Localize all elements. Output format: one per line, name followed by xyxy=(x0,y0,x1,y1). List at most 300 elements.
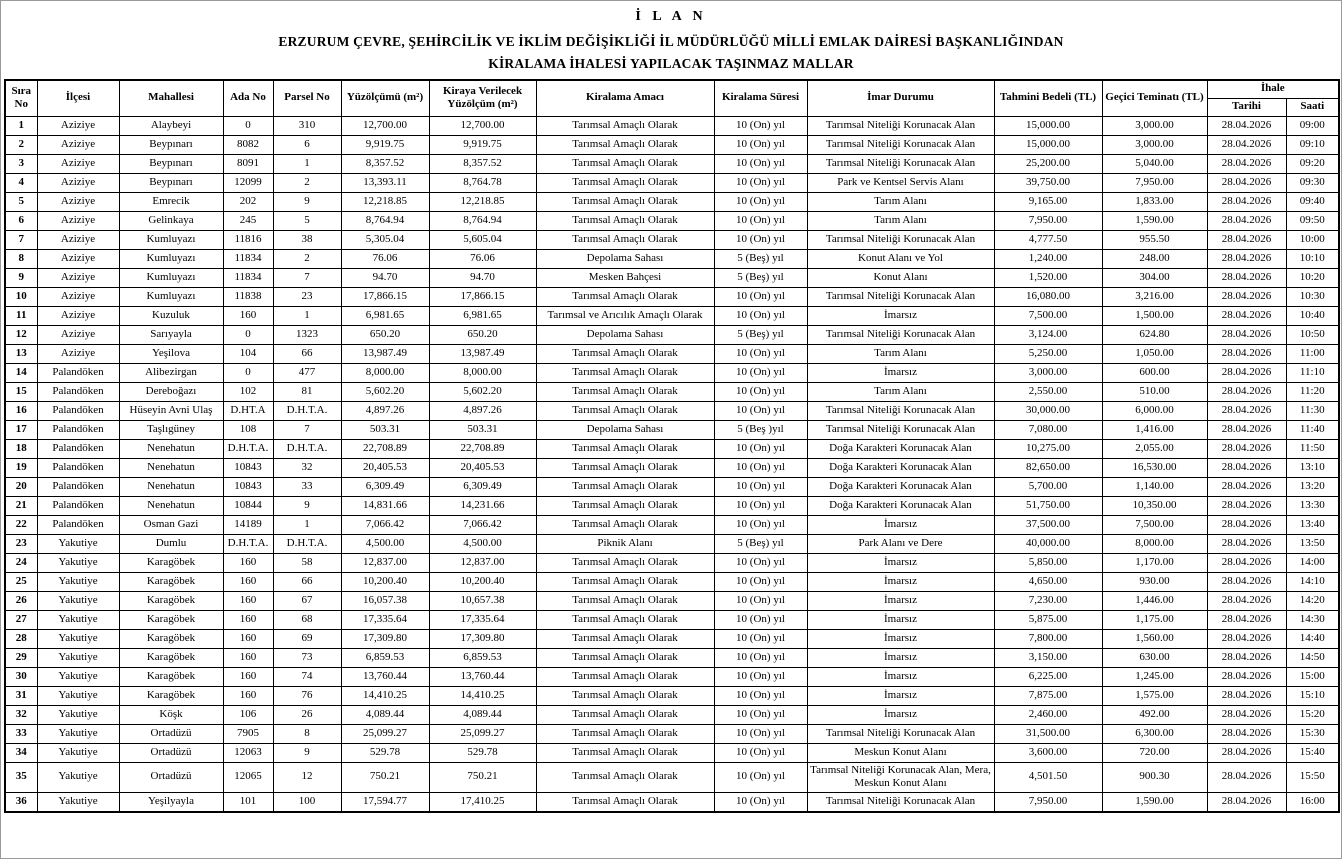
page-subtitle-authority: ERZURUM ÇEVRE, ŞEHİRCİLİK VE İKLİM DEĞİŞİKLİĞİ İL MÜDÜRLÜĞÜ MİLLİ EMLAK DAİRESİ BAŞKANLIĞINDAN xyxy=(278,34,1064,49)
cell-ihale_saati: 11:40 xyxy=(1286,420,1339,439)
cell-ihale_saati: 13:50 xyxy=(1286,534,1339,553)
cell-mahallesi: Karagöbek xyxy=(119,610,223,629)
cell-tahmini_bedeli: 5,850.00 xyxy=(994,553,1102,572)
cell-ilcesi: Aziziye xyxy=(37,135,119,154)
cell-tahmini_bedeli: 4,777.50 xyxy=(994,230,1102,249)
cell-ihale_saati: 11:10 xyxy=(1286,363,1339,382)
table-row xyxy=(5,173,1339,192)
cell-kiraya_verilecek: 5,602.20 xyxy=(429,382,536,401)
cell-ada_no: 11838 xyxy=(223,287,273,306)
cell-kiralama_amaci: Depolama Sahası xyxy=(536,325,714,344)
cell-kiralama_suresi: 10 (On) yıl xyxy=(714,743,807,762)
cell-ihale_tarihi: 28.04.2026 xyxy=(1207,135,1286,154)
cell-kiraya_verilecek: 6,309.49 xyxy=(429,477,536,496)
cell-mahallesi: Karagöbek xyxy=(119,667,223,686)
cell-sira_no: 20 xyxy=(5,477,37,496)
cell-kiralama_amaci: Mesken Bahçesi xyxy=(536,268,714,287)
cell-sira_no: 6 xyxy=(5,211,37,230)
cell-parsel_no: D.H.T.A. xyxy=(273,439,341,458)
cell-ada_no: 11834 xyxy=(223,268,273,287)
cell-mahallesi: Nenehatun xyxy=(119,496,223,515)
cell-kiralama_amaci: Tarımsal Amaçlı Olarak xyxy=(536,793,714,812)
cell-parsel_no: 1323 xyxy=(273,325,341,344)
cell-kiralama_suresi: 10 (On) yıl xyxy=(714,793,807,812)
header-mahallesi: Mahallesi xyxy=(119,80,223,116)
cell-mahallesi: Alibezirgan xyxy=(119,363,223,382)
cell-imar_durumu: İmarsız xyxy=(807,648,994,667)
cell-ihale_saati: 14:10 xyxy=(1286,572,1339,591)
cell-ilcesi: Palandöken xyxy=(37,382,119,401)
cell-yuzolcumu: 94.70 xyxy=(341,268,429,287)
cell-kiraya_verilecek: 17,335.64 xyxy=(429,610,536,629)
cell-imar_durumu: Tarım Alanı xyxy=(807,344,994,363)
cell-ihale_saati: 15:20 xyxy=(1286,705,1339,724)
cell-ada_no: 8082 xyxy=(223,135,273,154)
cell-imar_durumu: Tarım Alanı xyxy=(807,211,994,230)
cell-ihale_tarihi: 28.04.2026 xyxy=(1207,439,1286,458)
cell-ihale_saati: 10:50 xyxy=(1286,325,1339,344)
cell-imar_durumu: Konut Alanı xyxy=(807,268,994,287)
cell-mahallesi: Kumluyazı xyxy=(119,230,223,249)
cell-tahmini_bedeli: 10,275.00 xyxy=(994,439,1102,458)
cell-imar_durumu: Tarımsal Niteliği Korunacak Alan xyxy=(807,230,994,249)
table-row xyxy=(5,629,1339,648)
cell-ada_no: 11834 xyxy=(223,249,273,268)
cell-parsel_no: 100 xyxy=(273,793,341,812)
cell-ilcesi: Palandöken xyxy=(37,363,119,382)
cell-kiralama_amaci: Tarımsal Amaçlı Olarak xyxy=(536,211,714,230)
table-row xyxy=(5,344,1339,363)
cell-ihale_tarihi: 28.04.2026 xyxy=(1207,230,1286,249)
cell-gecici_teminati: 1,560.00 xyxy=(1102,629,1207,648)
page-title: İ L A N xyxy=(635,9,707,24)
cell-kiraya_verilecek: 20,405.53 xyxy=(429,458,536,477)
cell-tahmini_bedeli: 9,165.00 xyxy=(994,192,1102,211)
cell-ilcesi: Yakutiye xyxy=(37,572,119,591)
cell-parsel_no: 38 xyxy=(273,230,341,249)
cell-sira_no: 22 xyxy=(5,515,37,534)
cell-kiraya_verilecek: 76.06 xyxy=(429,249,536,268)
cell-ihale_saati: 10:20 xyxy=(1286,268,1339,287)
cell-kiraya_verilecek: 6,859.53 xyxy=(429,648,536,667)
header-ihale-saati: Saati xyxy=(1286,98,1339,116)
cell-kiraya_verilecek: 5,605.04 xyxy=(429,230,536,249)
cell-ihale_tarihi: 28.04.2026 xyxy=(1207,743,1286,762)
cell-yuzolcumu: 14,410.25 xyxy=(341,686,429,705)
cell-gecici_teminati: 1,170.00 xyxy=(1102,553,1207,572)
cell-gecici_teminati: 1,590.00 xyxy=(1102,793,1207,812)
cell-imar_durumu: Doğa Karakteri Korunacak Alan xyxy=(807,458,994,477)
header-kiraya-verilecek: Kiraya Verilecek Yüzölçüm (m²) xyxy=(429,80,536,116)
cell-kiraya_verilecek: 650.20 xyxy=(429,325,536,344)
table-row xyxy=(5,268,1339,287)
cell-ada_no: 0 xyxy=(223,363,273,382)
cell-ihale_tarihi: 28.04.2026 xyxy=(1207,382,1286,401)
cell-kiraya_verilecek: 8,764.78 xyxy=(429,173,536,192)
cell-kiralama_amaci: Tarımsal Amaçlı Olarak xyxy=(536,553,714,572)
table-row xyxy=(5,667,1339,686)
cell-ihale_tarihi: 28.04.2026 xyxy=(1207,173,1286,192)
table-row xyxy=(5,325,1339,344)
cell-parsel_no: 68 xyxy=(273,610,341,629)
cell-tahmini_bedeli: 4,501.50 xyxy=(994,762,1102,793)
cell-gecici_teminati: 3,000.00 xyxy=(1102,135,1207,154)
cell-yuzolcumu: 17,309.80 xyxy=(341,629,429,648)
cell-kiralama_suresi: 10 (On) yıl xyxy=(714,515,807,534)
table-row xyxy=(5,439,1339,458)
cell-kiraya_verilecek: 13,987.49 xyxy=(429,344,536,363)
cell-gecici_teminati: 2,055.00 xyxy=(1102,439,1207,458)
cell-imar_durumu: İmarsız xyxy=(807,515,994,534)
cell-kiralama_suresi: 10 (On) yıl xyxy=(714,629,807,648)
cell-imar_durumu: Tarım Alanı xyxy=(807,382,994,401)
cell-imar_durumu: Tarımsal Niteliği Korunacak Alan xyxy=(807,325,994,344)
cell-mahallesi: Ortadüzü xyxy=(119,762,223,793)
cell-ihale_saati: 14:20 xyxy=(1286,591,1339,610)
cell-kiraya_verilecek: 12,700.00 xyxy=(429,116,536,135)
cell-ihale_saati: 10:10 xyxy=(1286,249,1339,268)
cell-kiralama_amaci: Tarımsal Amaçlı Olarak xyxy=(536,363,714,382)
cell-ada_no: D.HT.A xyxy=(223,401,273,420)
cell-kiraya_verilecek: 4,897.26 xyxy=(429,401,536,420)
cell-kiralama_amaci: Tarımsal Amaçlı Olarak xyxy=(536,173,714,192)
cell-sira_no: 21 xyxy=(5,496,37,515)
cell-ihale_saati: 15:00 xyxy=(1286,667,1339,686)
cell-kiralama_amaci: Tarımsal Amaçlı Olarak xyxy=(536,477,714,496)
cell-sira_no: 33 xyxy=(5,724,37,743)
cell-kiralama_amaci: Tarımsal Amaçlı Olarak xyxy=(536,591,714,610)
cell-parsel_no: 9 xyxy=(273,743,341,762)
cell-sira_no: 28 xyxy=(5,629,37,648)
cell-ihale_saati: 10:30 xyxy=(1286,287,1339,306)
cell-gecici_teminati: 1,500.00 xyxy=(1102,306,1207,325)
cell-ada_no: 8091 xyxy=(223,154,273,173)
cell-yuzolcumu: 76.06 xyxy=(341,249,429,268)
cell-kiralama_suresi: 10 (On) yıl xyxy=(714,211,807,230)
cell-ilcesi: Yakutiye xyxy=(37,762,119,793)
cell-ada_no: 160 xyxy=(223,667,273,686)
cell-kiralama_amaci: Tarımsal Amaçlı Olarak xyxy=(536,743,714,762)
cell-gecici_teminati: 1,590.00 xyxy=(1102,211,1207,230)
cell-parsel_no: 76 xyxy=(273,686,341,705)
cell-kiralama_amaci: Tarımsal Amaçlı Olarak xyxy=(536,762,714,793)
cell-ihale_tarihi: 28.04.2026 xyxy=(1207,572,1286,591)
cell-mahallesi: Dereboğazı xyxy=(119,382,223,401)
cell-imar_durumu: İmarsız xyxy=(807,363,994,382)
cell-tahmini_bedeli: 3,124.00 xyxy=(994,325,1102,344)
cell-kiralama_amaci: Tarımsal Amaçlı Olarak xyxy=(536,382,714,401)
cell-sira_no: 2 xyxy=(5,135,37,154)
cell-yuzolcumu: 8,357.52 xyxy=(341,154,429,173)
cell-ihale_saati: 15:30 xyxy=(1286,724,1339,743)
cell-mahallesi: Kumluyazı xyxy=(119,287,223,306)
cell-kiralama_suresi: 5 (Beş) yıl xyxy=(714,268,807,287)
cell-ihale_tarihi: 28.04.2026 xyxy=(1207,496,1286,515)
header-sira-no: Sıra No xyxy=(5,80,37,116)
cell-gecici_teminati: 720.00 xyxy=(1102,743,1207,762)
cell-kiralama_amaci: Piknik Alanı xyxy=(536,534,714,553)
cell-ada_no: 108 xyxy=(223,420,273,439)
cell-ada_no: 7905 xyxy=(223,724,273,743)
cell-gecici_teminati: 1,575.00 xyxy=(1102,686,1207,705)
table-row xyxy=(5,648,1339,667)
table-header xyxy=(5,80,1339,116)
cell-sira_no: 13 xyxy=(5,344,37,363)
cell-mahallesi: Sarıyayla xyxy=(119,325,223,344)
cell-mahallesi: Kuzuluk xyxy=(119,306,223,325)
cell-ada_no: 160 xyxy=(223,306,273,325)
cell-kiralama_amaci: Tarımsal ve Arıcılık Amaçlı Olarak xyxy=(536,306,714,325)
cell-ihale_tarihi: 28.04.2026 xyxy=(1207,591,1286,610)
cell-kiralama_amaci: Tarımsal Amaçlı Olarak xyxy=(536,458,714,477)
cell-tahmini_bedeli: 7,875.00 xyxy=(994,686,1102,705)
cell-tahmini_bedeli: 6,225.00 xyxy=(994,667,1102,686)
cell-gecici_teminati: 10,350.00 xyxy=(1102,496,1207,515)
cell-kiralama_amaci: Tarımsal Amaçlı Olarak xyxy=(536,667,714,686)
cell-ihale_tarihi: 28.04.2026 xyxy=(1207,515,1286,534)
cell-imar_durumu: Tarım Alanı xyxy=(807,192,994,211)
cell-ada_no: 104 xyxy=(223,344,273,363)
cell-ilcesi: Yakutiye xyxy=(37,591,119,610)
cell-parsel_no: 5 xyxy=(273,211,341,230)
cell-gecici_teminati: 7,500.00 xyxy=(1102,515,1207,534)
table-row xyxy=(5,534,1339,553)
cell-kiralama_suresi: 5 (Beş )yıl xyxy=(714,420,807,439)
cell-ihale_tarihi: 28.04.2026 xyxy=(1207,268,1286,287)
cell-imar_durumu: Tarımsal Niteliği Korunacak Alan xyxy=(807,116,994,135)
cell-imar_durumu: Tarımsal Niteliği Korunacak Alan xyxy=(807,154,994,173)
cell-tahmini_bedeli: 25,200.00 xyxy=(994,154,1102,173)
cell-ilcesi: Yakutiye xyxy=(37,793,119,812)
cell-gecici_teminati: 6,300.00 xyxy=(1102,724,1207,743)
cell-parsel_no: 310 xyxy=(273,116,341,135)
cell-ihale_tarihi: 28.04.2026 xyxy=(1207,686,1286,705)
cell-tahmini_bedeli: 15,000.00 xyxy=(994,116,1102,135)
cell-imar_durumu: Doğa Karakteri Korunacak Alan xyxy=(807,439,994,458)
cell-ilcesi: Yakutiye xyxy=(37,724,119,743)
cell-sira_no: 9 xyxy=(5,268,37,287)
cell-tahmini_bedeli: 7,230.00 xyxy=(994,591,1102,610)
cell-kiralama_amaci: Tarımsal Amaçlı Olarak xyxy=(536,192,714,211)
cell-ilcesi: Aziziye xyxy=(37,173,119,192)
table-row xyxy=(5,477,1339,496)
cell-kiraya_verilecek: 8,000.00 xyxy=(429,363,536,382)
cell-ihale_saati: 09:20 xyxy=(1286,154,1339,173)
cell-imar_durumu: Doğa Karakteri Korunacak Alan xyxy=(807,496,994,515)
cell-mahallesi: Ortadüzü xyxy=(119,724,223,743)
cell-gecici_teminati: 600.00 xyxy=(1102,363,1207,382)
cell-parsel_no: 26 xyxy=(273,705,341,724)
cell-sira_no: 30 xyxy=(5,667,37,686)
cell-kiralama_amaci: Depolama Sahası xyxy=(536,249,714,268)
cell-kiralama_amaci: Tarımsal Amaçlı Olarak xyxy=(536,344,714,363)
cell-ihale_saati: 15:50 xyxy=(1286,762,1339,793)
cell-ihale_tarihi: 28.04.2026 xyxy=(1207,477,1286,496)
cell-parsel_no: 8 xyxy=(273,724,341,743)
cell-ihale_tarihi: 28.04.2026 xyxy=(1207,401,1286,420)
cell-sira_no: 23 xyxy=(5,534,37,553)
cell-kiralama_amaci: Tarımsal Amaçlı Olarak xyxy=(536,401,714,420)
cell-kiralama_suresi: 10 (On) yıl xyxy=(714,306,807,325)
cell-parsel_no: 6 xyxy=(273,135,341,154)
cell-kiraya_verilecek: 25,099.27 xyxy=(429,724,536,743)
cell-yuzolcumu: 14,831.66 xyxy=(341,496,429,515)
cell-sira_no: 4 xyxy=(5,173,37,192)
cell-ihale_saati: 10:00 xyxy=(1286,230,1339,249)
page-subtitle-subject: KİRALAMA İHALESİ YAPILACAK TAŞINMAZ MALLAR xyxy=(488,56,854,71)
cell-gecici_teminati: 1,175.00 xyxy=(1102,610,1207,629)
cell-yuzolcumu: 20,405.53 xyxy=(341,458,429,477)
cell-sira_no: 26 xyxy=(5,591,37,610)
table-row xyxy=(5,363,1339,382)
table-row xyxy=(5,287,1339,306)
cell-ihale_tarihi: 28.04.2026 xyxy=(1207,648,1286,667)
cell-sira_no: 29 xyxy=(5,648,37,667)
cell-parsel_no: D.H.T.A. xyxy=(273,534,341,553)
cell-kiraya_verilecek: 17,866.15 xyxy=(429,287,536,306)
cell-tahmini_bedeli: 3,600.00 xyxy=(994,743,1102,762)
cell-ada_no: 160 xyxy=(223,648,273,667)
cell-kiralama_suresi: 10 (On) yıl xyxy=(714,401,807,420)
cell-kiralama_suresi: 10 (On) yıl xyxy=(714,154,807,173)
cell-imar_durumu: Tarımsal Niteliği Korunacak Alan xyxy=(807,401,994,420)
cell-kiralama_amaci: Tarımsal Amaçlı Olarak xyxy=(536,287,714,306)
cell-kiraya_verilecek: 22,708.89 xyxy=(429,439,536,458)
cell-kiralama_amaci: Tarımsal Amaçlı Olarak xyxy=(536,135,714,154)
cell-sira_no: 34 xyxy=(5,743,37,762)
cell-parsel_no: 2 xyxy=(273,173,341,192)
cell-kiraya_verilecek: 10,200.40 xyxy=(429,572,536,591)
cell-kiralama_suresi: 5 (Beş) yıl xyxy=(714,534,807,553)
cell-sira_no: 27 xyxy=(5,610,37,629)
cell-yuzolcumu: 5,305.04 xyxy=(341,230,429,249)
header-parsel-no: Parsel No xyxy=(273,80,341,116)
cell-gecici_teminati: 510.00 xyxy=(1102,382,1207,401)
cell-ihale_saati: 11:00 xyxy=(1286,344,1339,363)
cell-ihale_saati: 11:50 xyxy=(1286,439,1339,458)
cell-yuzolcumu: 529.78 xyxy=(341,743,429,762)
cell-gecici_teminati: 3,216.00 xyxy=(1102,287,1207,306)
cell-ihale_saati: 13:20 xyxy=(1286,477,1339,496)
cell-imar_durumu: İmarsız xyxy=(807,629,994,648)
cell-parsel_no: 32 xyxy=(273,458,341,477)
cell-kiralama_suresi: 10 (On) yıl xyxy=(714,192,807,211)
cell-kiralama_suresi: 10 (On) yıl xyxy=(714,116,807,135)
cell-ihale_saati: 15:40 xyxy=(1286,743,1339,762)
cell-sira_no: 31 xyxy=(5,686,37,705)
cell-yuzolcumu: 6,981.65 xyxy=(341,306,429,325)
cell-kiralama_suresi: 5 (Beş) yıl xyxy=(714,249,807,268)
cell-kiralama_suresi: 10 (On) yıl xyxy=(714,648,807,667)
cell-tahmini_bedeli: 5,250.00 xyxy=(994,344,1102,363)
cell-parsel_no: 66 xyxy=(273,344,341,363)
cell-sira_no: 17 xyxy=(5,420,37,439)
cell-gecici_teminati: 1,140.00 xyxy=(1102,477,1207,496)
cell-yuzolcumu: 13,987.49 xyxy=(341,344,429,363)
cell-yuzolcumu: 650.20 xyxy=(341,325,429,344)
cell-ada_no: 160 xyxy=(223,572,273,591)
cell-imar_durumu: Konut Alanı ve Yol xyxy=(807,249,994,268)
cell-gecici_teminati: 1,416.00 xyxy=(1102,420,1207,439)
cell-yuzolcumu: 750.21 xyxy=(341,762,429,793)
cell-ihale_tarihi: 28.04.2026 xyxy=(1207,306,1286,325)
cell-tahmini_bedeli: 51,750.00 xyxy=(994,496,1102,515)
cell-gecici_teminati: 3,000.00 xyxy=(1102,116,1207,135)
table-row xyxy=(5,793,1339,812)
cell-sira_no: 16 xyxy=(5,401,37,420)
cell-imar_durumu: Tarımsal Niteliği Korunacak Alan xyxy=(807,420,994,439)
cell-kiralama_amaci: Tarımsal Amaçlı Olarak xyxy=(536,230,714,249)
cell-sira_no: 25 xyxy=(5,572,37,591)
cell-ihale_tarihi: 28.04.2026 xyxy=(1207,705,1286,724)
cell-ihale_saati: 09:10 xyxy=(1286,135,1339,154)
cell-tahmini_bedeli: 39,750.00 xyxy=(994,173,1102,192)
cell-yuzolcumu: 4,500.00 xyxy=(341,534,429,553)
cell-ihale_saati: 10:40 xyxy=(1286,306,1339,325)
cell-yuzolcumu: 5,602.20 xyxy=(341,382,429,401)
cell-gecici_teminati: 8,000.00 xyxy=(1102,534,1207,553)
cell-kiraya_verilecek: 8,764.94 xyxy=(429,211,536,230)
properties-table xyxy=(4,79,1340,813)
cell-gecici_teminati: 930.00 xyxy=(1102,572,1207,591)
cell-ihale_saati: 09:40 xyxy=(1286,192,1339,211)
cell-kiralama_amaci: Tarımsal Amaçlı Olarak xyxy=(536,116,714,135)
header-ada-no: Ada No xyxy=(223,80,273,116)
cell-kiralama_amaci: Tarımsal Amaçlı Olarak xyxy=(536,610,714,629)
cell-yuzolcumu: 8,764.94 xyxy=(341,211,429,230)
cell-gecici_teminati: 900.30 xyxy=(1102,762,1207,793)
cell-mahallesi: Ortadüzü xyxy=(119,743,223,762)
cell-kiralama_suresi: 10 (On) yıl xyxy=(714,705,807,724)
cell-ilcesi: Palandöken xyxy=(37,458,119,477)
cell-kiraya_verilecek: 750.21 xyxy=(429,762,536,793)
cell-mahallesi: Köşk xyxy=(119,705,223,724)
cell-kiraya_verilecek: 13,760.44 xyxy=(429,667,536,686)
cell-gecici_teminati: 1,446.00 xyxy=(1102,591,1207,610)
table-row xyxy=(5,382,1339,401)
cell-gecici_teminati: 1,050.00 xyxy=(1102,344,1207,363)
cell-kiraya_verilecek: 7,066.42 xyxy=(429,515,536,534)
cell-tahmini_bedeli: 5,875.00 xyxy=(994,610,1102,629)
cell-imar_durumu: Meskun Konut Alanı xyxy=(807,743,994,762)
cell-kiraya_verilecek: 10,657.38 xyxy=(429,591,536,610)
cell-yuzolcumu: 4,089.44 xyxy=(341,705,429,724)
cell-imar_durumu: İmarsız xyxy=(807,686,994,705)
cell-mahallesi: Alaybeyi xyxy=(119,116,223,135)
cell-gecici_teminati: 630.00 xyxy=(1102,648,1207,667)
cell-ada_no: 160 xyxy=(223,686,273,705)
cell-ada_no: 10843 xyxy=(223,458,273,477)
cell-kiraya_verilecek: 503.31 xyxy=(429,420,536,439)
cell-ada_no: 245 xyxy=(223,211,273,230)
cell-yuzolcumu: 4,897.26 xyxy=(341,401,429,420)
cell-gecici_teminati: 624.80 xyxy=(1102,325,1207,344)
cell-imar_durumu: Tarımsal Niteliği Korunacak Alan, Mera, Meskun Konut Alanı xyxy=(807,762,994,793)
cell-ihale_tarihi: 28.04.2026 xyxy=(1207,793,1286,812)
cell-ihale_tarihi: 28.04.2026 xyxy=(1207,420,1286,439)
table-row xyxy=(5,572,1339,591)
cell-parsel_no: D.H.T.A. xyxy=(273,401,341,420)
header-ihale: İhale xyxy=(1207,80,1339,98)
cell-ilcesi: Palandöken xyxy=(37,420,119,439)
cell-kiralama_amaci: Tarımsal Amaçlı Olarak xyxy=(536,515,714,534)
cell-mahallesi: Beypınarı xyxy=(119,173,223,192)
cell-ihale_saati: 09:50 xyxy=(1286,211,1339,230)
cell-parsel_no: 73 xyxy=(273,648,341,667)
cell-parsel_no: 7 xyxy=(273,268,341,287)
cell-kiralama_suresi: 5 (Beş) yıl xyxy=(714,325,807,344)
cell-yuzolcumu: 17,866.15 xyxy=(341,287,429,306)
